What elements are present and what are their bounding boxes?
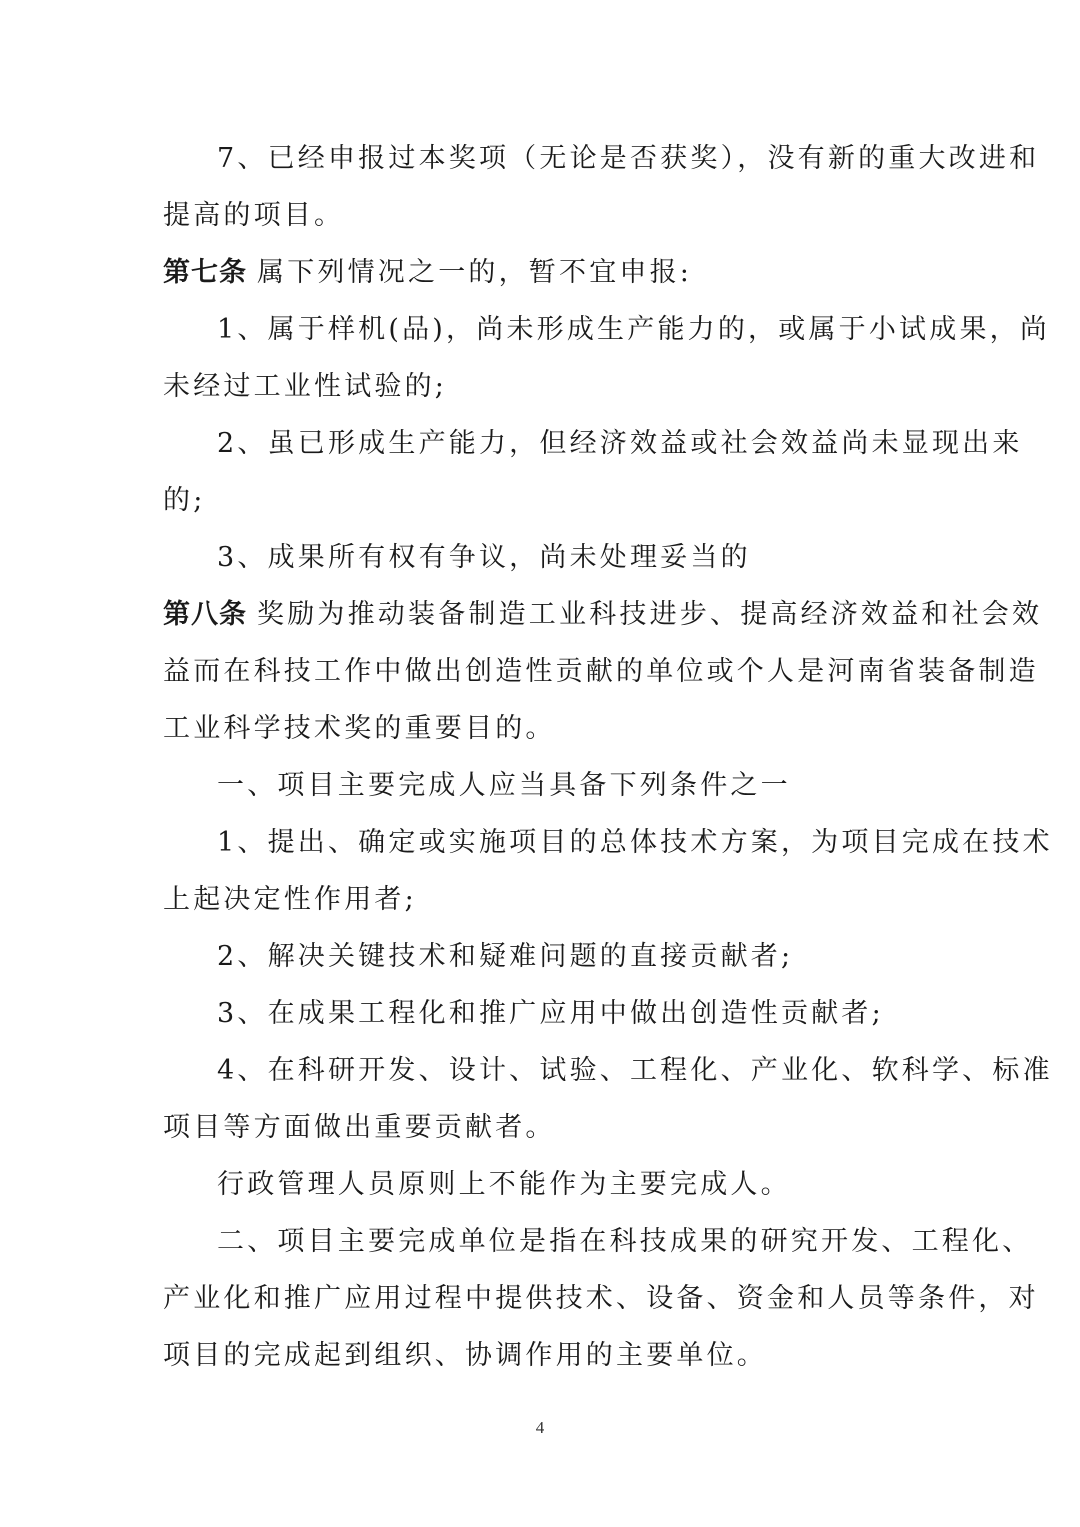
- paragraph-line: 1、属于样机(品)，尚未形成生产能力的，或属于小试成果，尚: [217, 314, 1051, 345]
- article-7-line: [163, 255, 692, 291]
- paragraph-line: 项目的完成起到组织、协调作用的主要单位。: [163, 1340, 767, 1371]
- paragraph-line: 3、在成果工程化和推广应用中做出创造性贡献者;: [217, 998, 884, 1029]
- paragraph-line: 2、解决关键技术和疑难问题的直接贡献者;: [217, 941, 794, 972]
- paragraph-line: 7、已经申报过本奖项（无论是否获奖），没有新的重大改进和: [217, 143, 1040, 174]
- paragraph-line: 一、项目主要完成人应当具备下列条件之一: [217, 770, 791, 801]
- paragraph-line: 项目等方面做出重要贡献者。: [163, 1112, 556, 1143]
- paragraph-line: 未经过工业性试验的;: [163, 371, 448, 402]
- paragraph-line: 3、成果所有权有争议，尚未处理妥当的: [217, 542, 751, 573]
- paragraph-line: 4、在科研开发、设计、试验、工程化、产业化、软科学、标准: [217, 1055, 1053, 1086]
- paragraph-line: 提高的项目。: [163, 200, 345, 231]
- article-8-heading: 第八条: [163, 599, 247, 630]
- paragraph-line: 工业科学技术奖的重要目的。: [163, 713, 556, 744]
- article-8-text: 奖励为推动装备制造工业科技进步、提高经济效益和社会效: [257, 599, 1043, 630]
- page-number: 4: [535, 1418, 545, 1437]
- article-8-line: [163, 597, 1042, 633]
- paragraph-line: 2、虽已形成生产能力，但经济效益或社会效益尚未显现出来: [217, 428, 1023, 459]
- paragraph-line: 上起决定性作用者;: [163, 884, 417, 915]
- paragraph-line: 产业化和推广应用过程中提供技术、设备、资金和人员等条件，对: [163, 1283, 1039, 1314]
- article-7-heading: 第七条: [163, 257, 247, 288]
- paragraph-line: 1、提出、确定或实施项目的总体技术方案，为项目完成在技术: [217, 827, 1053, 858]
- paragraph-line: 的;: [163, 485, 206, 516]
- paragraph-line: 益而在科技工作中做出创造性贡献的单位或个人是河南省装备制造: [163, 656, 1039, 687]
- paragraph-line: 行政管理人员原则上不能作为主要完成人。: [217, 1169, 791, 1200]
- article-7-text: 属下列情况之一的，暂不宜申报:: [257, 257, 693, 288]
- paragraph-line: 二、项目主要完成单位是指在科技成果的研究开发、工程化、: [217, 1226, 1033, 1257]
